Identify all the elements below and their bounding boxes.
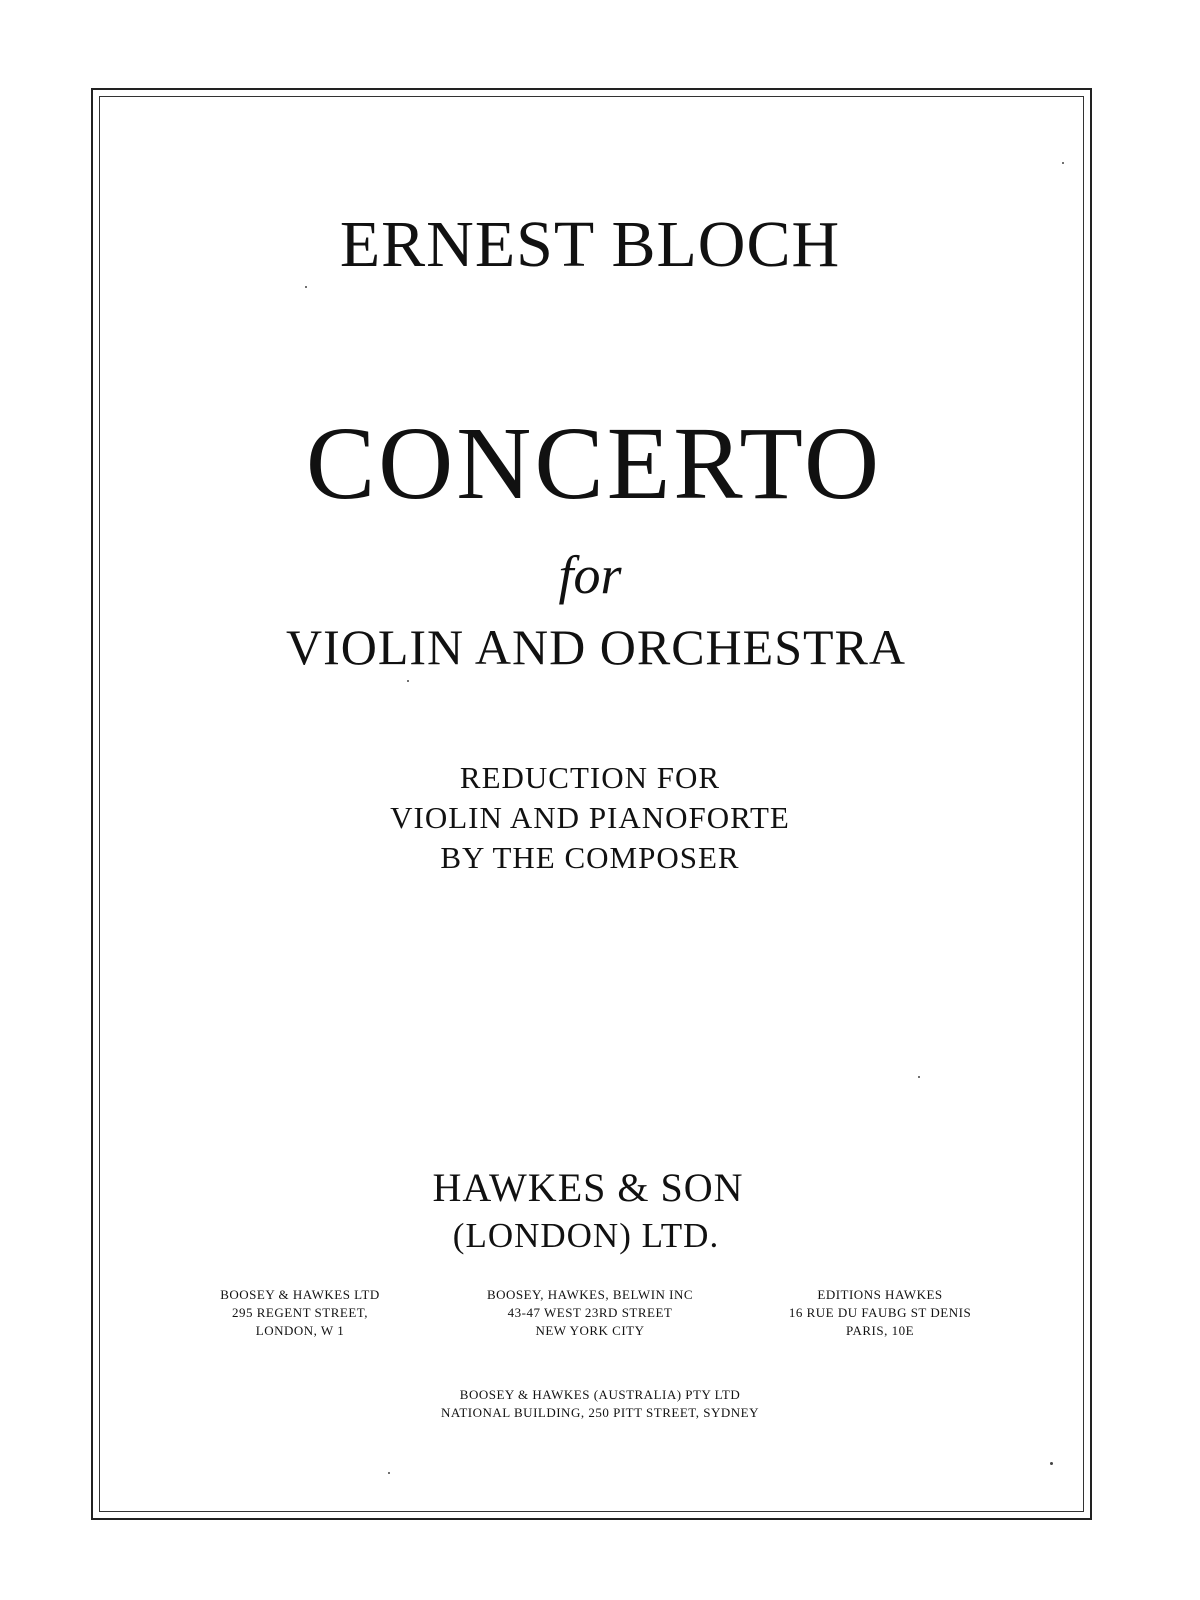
agency-street: 16 RUE DU FAUBG ST DENIS <box>788 1305 972 1320</box>
agency-new-york <box>440 1286 740 1340</box>
agency-city: LONDON, W 1 <box>255 1323 345 1338</box>
instrumentation: VIOLIN AND ORCHESTRA <box>286 619 906 675</box>
reduction-line: VIOLIN AND PIANOFORTE <box>390 800 790 835</box>
composer-name: ERNEST BLOCH <box>339 208 841 281</box>
work-title: CONCERTO <box>305 406 883 521</box>
agency-street: 43-47 WEST 23RD STREET <box>507 1305 673 1320</box>
agency-street: 295 REGENT STREET, <box>232 1305 368 1320</box>
agency-city: NEW YORK CITY <box>535 1323 645 1338</box>
agency-city: PARIS, 10E <box>845 1323 915 1338</box>
agency-addresses <box>150 1286 1050 1350</box>
agency-name: BOOSEY & HAWKES (AUSTRALIA) PTY LTD <box>459 1387 741 1402</box>
for-word: for <box>558 545 622 605</box>
agency-name: BOOSEY, HAWKES, BELWIN INC <box>486 1287 694 1302</box>
agency-address: NATIONAL BUILDING, 250 PITT STREET, SYDNEY <box>441 1405 759 1420</box>
agency-london <box>150 1286 450 1340</box>
scan-speck <box>1050 1462 1053 1465</box>
reduction-line: REDUCTION FOR <box>459 760 721 795</box>
scan-speck <box>407 680 409 682</box>
reduction-line: BY THE COMPOSER <box>440 840 740 875</box>
scan-speck <box>1062 162 1064 164</box>
scan-speck <box>388 1472 390 1474</box>
agency-paris <box>730 1286 1030 1340</box>
publisher-name: HAWKES & SON <box>432 1165 744 1210</box>
agency-name: EDITIONS HAWKES <box>817 1287 943 1302</box>
scan-speck <box>918 1076 920 1078</box>
agency-sydney <box>0 1386 1200 1422</box>
scan-speck <box>305 286 307 288</box>
publisher-subtitle: (LONDON) LTD. <box>452 1216 720 1255</box>
agency-name: BOOSEY & HAWKES LTD <box>220 1287 380 1302</box>
